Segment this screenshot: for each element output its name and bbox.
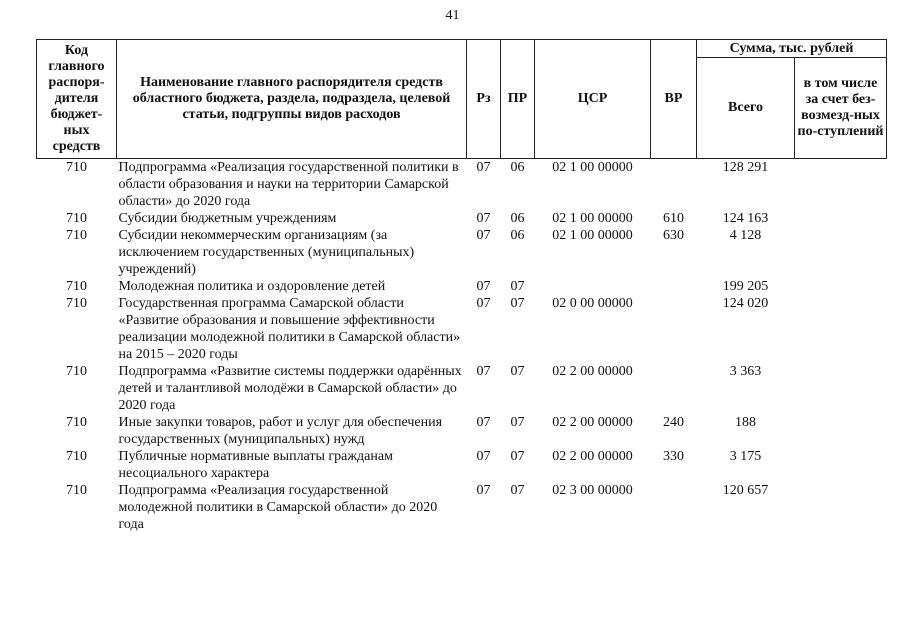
cell-code: 710 <box>66 160 87 175</box>
cell-code: 710 <box>66 296 87 311</box>
cell-name: Субсидии бюджетным учреждениям <box>118 211 337 226</box>
cell-pr: 06 <box>510 160 525 175</box>
cell-incl <box>795 159 887 211</box>
cell-total: 199 205 <box>722 279 769 294</box>
cell-vr <box>651 363 697 414</box>
cell-code: 710 <box>66 279 87 294</box>
page-number: 41 <box>445 8 460 23</box>
cell-vr <box>651 159 697 211</box>
cell-code: 710 <box>66 211 87 226</box>
cell-csr: 02 2 00 00000 <box>552 415 633 430</box>
table-row <box>37 210 887 227</box>
cell-pr: 07 <box>510 364 525 379</box>
cell-total: 3 363 <box>729 364 762 379</box>
cell-vr <box>651 295 697 363</box>
table-row <box>37 414 887 448</box>
cell-vr: 630 <box>663 228 684 243</box>
cell-rz: 07 <box>476 160 491 175</box>
cell-pr: 06 <box>510 228 525 243</box>
cell-incl <box>795 448 887 482</box>
cell-total: 124 020 <box>722 296 769 311</box>
table-row <box>37 482 887 533</box>
cell-vr <box>651 482 697 533</box>
cell-vr <box>651 278 697 295</box>
cell-csr: 02 2 00 00000 <box>552 364 633 379</box>
table-row <box>37 278 887 295</box>
cell-pr: 07 <box>510 279 525 294</box>
cell-total: 124 163 <box>722 211 769 226</box>
cell-csr: 02 0 00 00000 <box>552 296 633 311</box>
cell-incl <box>795 210 887 227</box>
cell-name: Государственная программа Самарской области «Развитие образования и повышение эффективности реализации молодежной политики в Самарской области» на 2015 – 2020 годы <box>118 296 461 362</box>
cell-code: 710 <box>66 483 87 498</box>
cell-name: Подпрограмма «Реализация государственной политики в области образования и науки на территории Самарской области» до 2020 года <box>118 160 459 209</box>
cell-rz: 07 <box>476 449 491 464</box>
cell-rz: 07 <box>476 211 491 226</box>
table-row <box>37 295 887 363</box>
cell-rz: 07 <box>476 415 491 430</box>
cell-csr <box>535 278 651 295</box>
cell-name: Иные закупки товаров, работ и услуг для обеспечения государственных (муниципальных) нужд <box>118 415 443 447</box>
cell-csr: 02 1 00 00000 <box>552 160 633 175</box>
header-sum: Сумма, тыс. рублей <box>697 40 887 58</box>
header-code: Код главного распоря-дителя бюджет-ных средств <box>37 40 117 159</box>
cell-code: 710 <box>66 228 87 243</box>
cell-csr: 02 3 00 00000 <box>552 483 633 498</box>
cell-pr: 07 <box>510 483 525 498</box>
cell-incl <box>795 278 887 295</box>
cell-code: 710 <box>66 449 87 464</box>
cell-name: Субсидии некоммерческим организациям (за исключением государственных (муниципальных) учреждений) <box>118 228 415 277</box>
cell-total: 128 291 <box>722 160 769 175</box>
cell-rz: 07 <box>476 483 491 498</box>
cell-name: Подпрограмма «Развитие системы поддержки одарённых детей и талантливой молодёжи в Самарской области» до 2020 года <box>118 364 462 413</box>
cell-total: 120 657 <box>722 483 769 498</box>
budget-table <box>36 39 887 533</box>
cell-vr: 610 <box>663 211 684 226</box>
table-row <box>37 363 887 414</box>
header-rz: Рз <box>467 40 501 159</box>
cell-total: 4 128 <box>729 228 762 243</box>
cell-name: Подпрограмма «Реализация государственной молодежной политики в Самарской области» до 2020 года <box>118 483 438 532</box>
cell-name: Молодежная политика и оздоровление детей <box>118 279 386 294</box>
cell-rz: 07 <box>476 279 491 294</box>
cell-incl <box>795 227 887 278</box>
header-vr: ВР <box>651 40 697 159</box>
table-header <box>37 40 887 159</box>
cell-code: 710 <box>66 364 87 379</box>
cell-csr: 02 1 00 00000 <box>552 211 633 226</box>
cell-rz: 07 <box>476 296 491 311</box>
cell-total: 3 175 <box>729 449 762 464</box>
cell-code: 710 <box>66 415 87 430</box>
cell-pr: 07 <box>510 449 525 464</box>
header-csr: ЦСР <box>535 40 651 159</box>
cell-rz: 07 <box>476 364 491 379</box>
table-body <box>37 159 887 534</box>
cell-vr: 240 <box>663 415 684 430</box>
header-total: Всего <box>697 58 795 159</box>
header-incl: в том числе за счет без-возмезд-ных по-ступлений <box>795 58 887 159</box>
cell-csr: 02 2 00 00000 <box>552 449 633 464</box>
cell-total: 188 <box>735 415 756 430</box>
cell-pr: 06 <box>510 211 525 226</box>
cell-incl <box>795 363 887 414</box>
cell-incl <box>795 414 887 448</box>
header-pr: ПР <box>501 40 535 159</box>
cell-vr: 330 <box>663 449 684 464</box>
cell-csr: 02 1 00 00000 <box>552 228 633 243</box>
cell-incl <box>795 295 887 363</box>
cell-rz: 07 <box>476 228 491 243</box>
table-row <box>37 448 887 482</box>
cell-pr: 07 <box>510 415 525 430</box>
table-row <box>37 159 887 211</box>
table-row <box>37 227 887 278</box>
cell-name: Публичные нормативные выплаты гражданам несоциального характера <box>118 449 393 481</box>
cell-pr: 07 <box>510 296 525 311</box>
cell-incl <box>795 482 887 533</box>
header-name: Наименование главного распорядителя средств областного бюджета, раздела, подраздела, целевой статьи, подгруппы видов расходов <box>117 40 467 159</box>
